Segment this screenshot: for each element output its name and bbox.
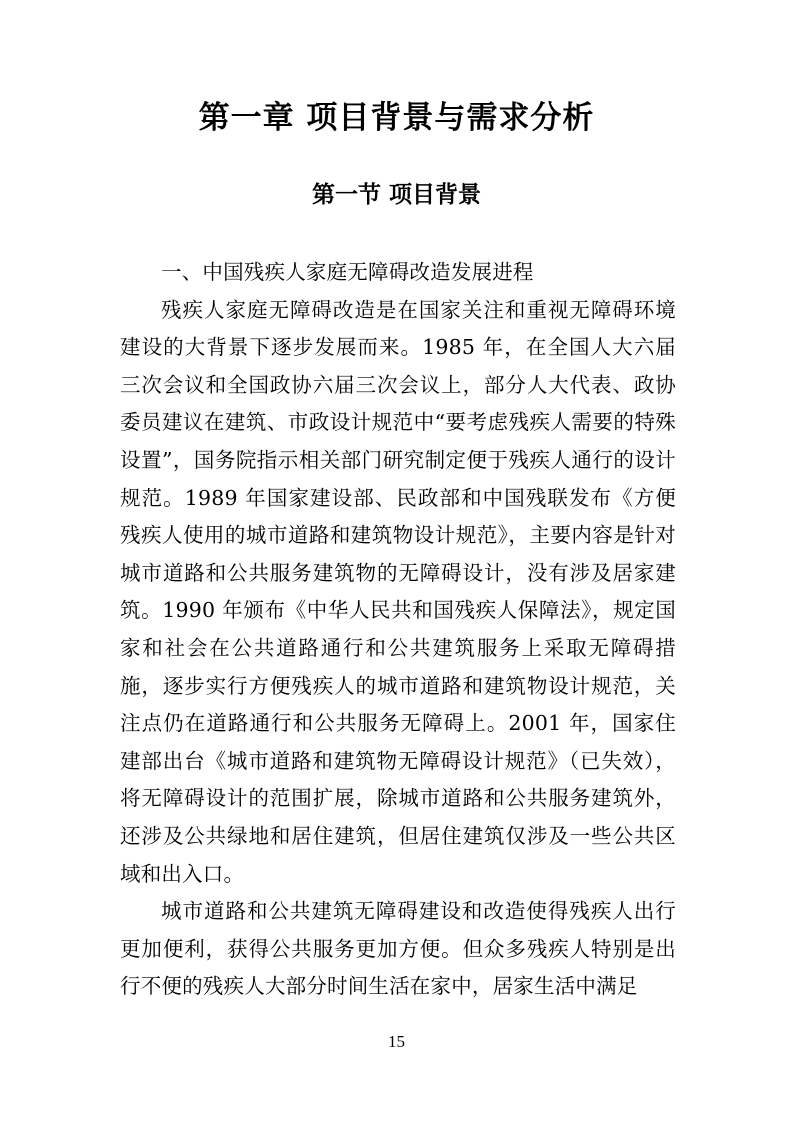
page-number: 15 <box>388 1032 405 1051</box>
paragraph-2: 城市道路和公共建筑无障碍建设和改造使得残疾人出行更加便利，获得公共服务更加方便。但众多残疾人特别是出行不便的残疾人大部分时间生活在家中，居家生活中满足 <box>120 899 676 999</box>
subheading: 一、中国残疾人家庭无障碍改造发展进程 <box>161 260 534 284</box>
section-title: 第一节 项目背景 <box>311 182 481 208</box>
chapter-title: 第一章 项目背景与需求分析 <box>198 100 595 136</box>
paragraph-1: 残疾人家庭无障碍改造是在国家关注和重视无障碍环境建设的大背景下逐步发展而来。1985 年，在全国人大六届三次会议和全国政协六届三次会议上，部分人大代表、政协委员建议在建筑、市政设计规范中“要考虑残疾人需要的特殊设置”，国务院指示相关部门研究制定便于残疾人通行的设计规范。1989 年国家建设部、民政部和中国残联发布《方便残疾人使用的城市道路和建筑物设计规范》，主要内容是针对城市道路和公共服务建筑物的无障碍设计，没有涉及居家建筑。1990 年颁布《中华人民共和国残疾人保障法》，规定国家和社会在公共道路通行和公共建筑服务上采取无障碍措施，逐步实行方便残疾人的城市道路和建筑物设计规范，关注点仍在道路通行和公共服务无障碍上。2001 年，国家住建部出台《城市道路和建筑物无障碍设计规范》（已失效），将无障碍设计的范围扩展，除城市道路和公共服务建筑外，还涉及公共绿地和居住建筑，但居住建筑仅涉及一些公共区域和出入口。 <box>120 297 676 886</box>
body-text <box>120 254 676 1006</box>
